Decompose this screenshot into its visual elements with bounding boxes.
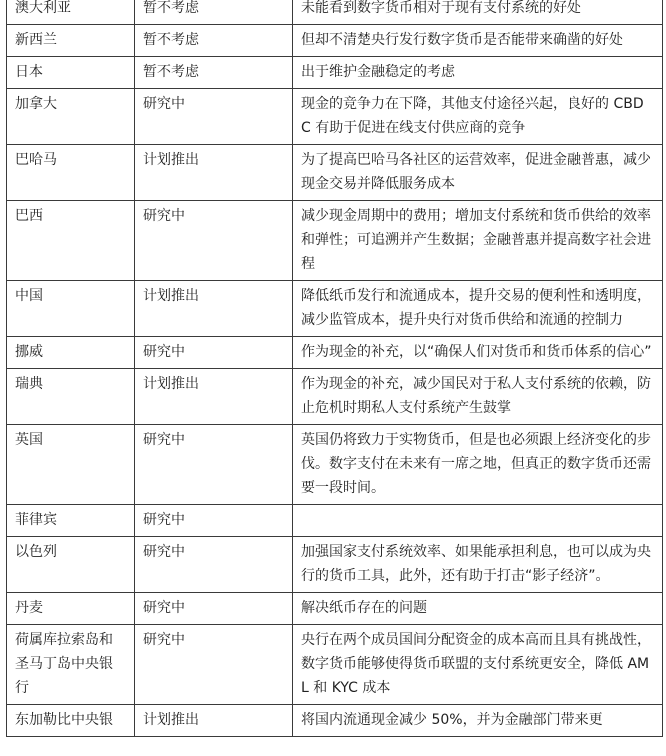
table-row [7,201,663,281]
reason-cell: 加强国家支付系统效率、如果能承担利息，也可以成为央行的货币工具，此外，还有助于打击“影子经济”。 [293,537,663,593]
country-cell: 丹麦 [7,593,135,625]
table-row [7,0,663,25]
reason-cell [293,505,663,537]
country-cell: 以色列 [7,537,135,593]
status-cell: 研究中 [135,593,293,625]
cbdc-country-table [6,0,663,737]
country-cell: 中国 [7,281,135,337]
table-row [7,425,663,505]
table-row [7,25,663,57]
reason-cell: 将国内流通现金减少 50%，并为金融部门带来更 [293,705,663,737]
table-row [7,625,663,705]
country-cell: 巴哈马 [7,145,135,201]
reason-cell: 现金的竞争力在下降，其他支付途径兴起，良好的 CBDC 有助于促进在线支付供应商的竞争 [293,89,663,145]
status-cell: 研究中 [135,337,293,369]
country-cell: 澳大利亚 [7,0,135,25]
reason-cell: 英国仍将致力于实物货币，但是也必须跟上经济变化的步伐。数字支付在未来有一席之地，但真正的数字货币还需要一段时间。 [293,425,663,505]
table-row [7,593,663,625]
reason-cell: 央行在两个成员国间分配资金的成本高而且具有挑战性，数字货币能够使得货币联盟的支付系统更安全，降低 AML 和 KYC 成本 [293,625,663,705]
table-row [7,505,663,537]
table-row [7,145,663,201]
status-cell: 研究中 [135,625,293,705]
reason-cell: 降低纸币发行和流通成本，提升交易的便利性和透明度，减少监管成本，提升央行对货币供给和流通的控制力 [293,281,663,337]
reason-cell: 解决纸币存在的问题 [293,593,663,625]
country-cell: 加拿大 [7,89,135,145]
document-page [6,0,663,737]
reason-cell: 但却不清楚央行发行数字货币是否能带来确凿的好处 [293,25,663,57]
country-cell: 巴西 [7,201,135,281]
status-cell: 计划推出 [135,369,293,425]
reason-cell: 出于维护金融稳定的考虑 [293,57,663,89]
status-cell: 研究中 [135,537,293,593]
status-cell: 计划推出 [135,705,293,737]
table-row [7,57,663,89]
reason-cell: 作为现金的补充，以“确保人们对货币和货币体系的信心” [293,337,663,369]
status-cell: 暂不考虑 [135,0,293,25]
reason-cell: 作为现金的补充，减少国民对于私人支付系统的依赖，防止危机时期私人支付系统产生鼓掌 [293,369,663,425]
table-row [7,537,663,593]
table-row [7,705,663,737]
status-cell: 研究中 [135,505,293,537]
country-cell: 瑞典 [7,369,135,425]
country-cell: 日本 [7,57,135,89]
status-cell: 研究中 [135,425,293,505]
country-cell: 挪威 [7,337,135,369]
table-row [7,281,663,337]
country-cell: 东加勒比中央银 [7,705,135,737]
country-cell: 菲律宾 [7,505,135,537]
status-cell: 暂不考虑 [135,57,293,89]
country-cell: 英国 [7,425,135,505]
status-cell: 暂不考虑 [135,25,293,57]
country-cell: 荷属库拉索岛和圣马丁岛中央银行 [7,625,135,705]
country-cell: 新西兰 [7,25,135,57]
reason-cell: 为了提高巴哈马各社区的运营效率，促进金融普惠，减少现金交易并降低服务成本 [293,145,663,201]
table-row [7,89,663,145]
table-row [7,337,663,369]
reason-cell: 减少现金周期中的费用；增加支付系统和货币供给的效率和弹性；可追溯并产生数据；金融普惠并提高数字社会进程 [293,201,663,281]
status-cell: 计划推出 [135,281,293,337]
status-cell: 计划推出 [135,145,293,201]
status-cell: 研究中 [135,201,293,281]
reason-cell: 未能看到数字货币相对于现有支付系统的好处 [293,0,663,25]
table-row [7,369,663,425]
status-cell: 研究中 [135,89,293,145]
